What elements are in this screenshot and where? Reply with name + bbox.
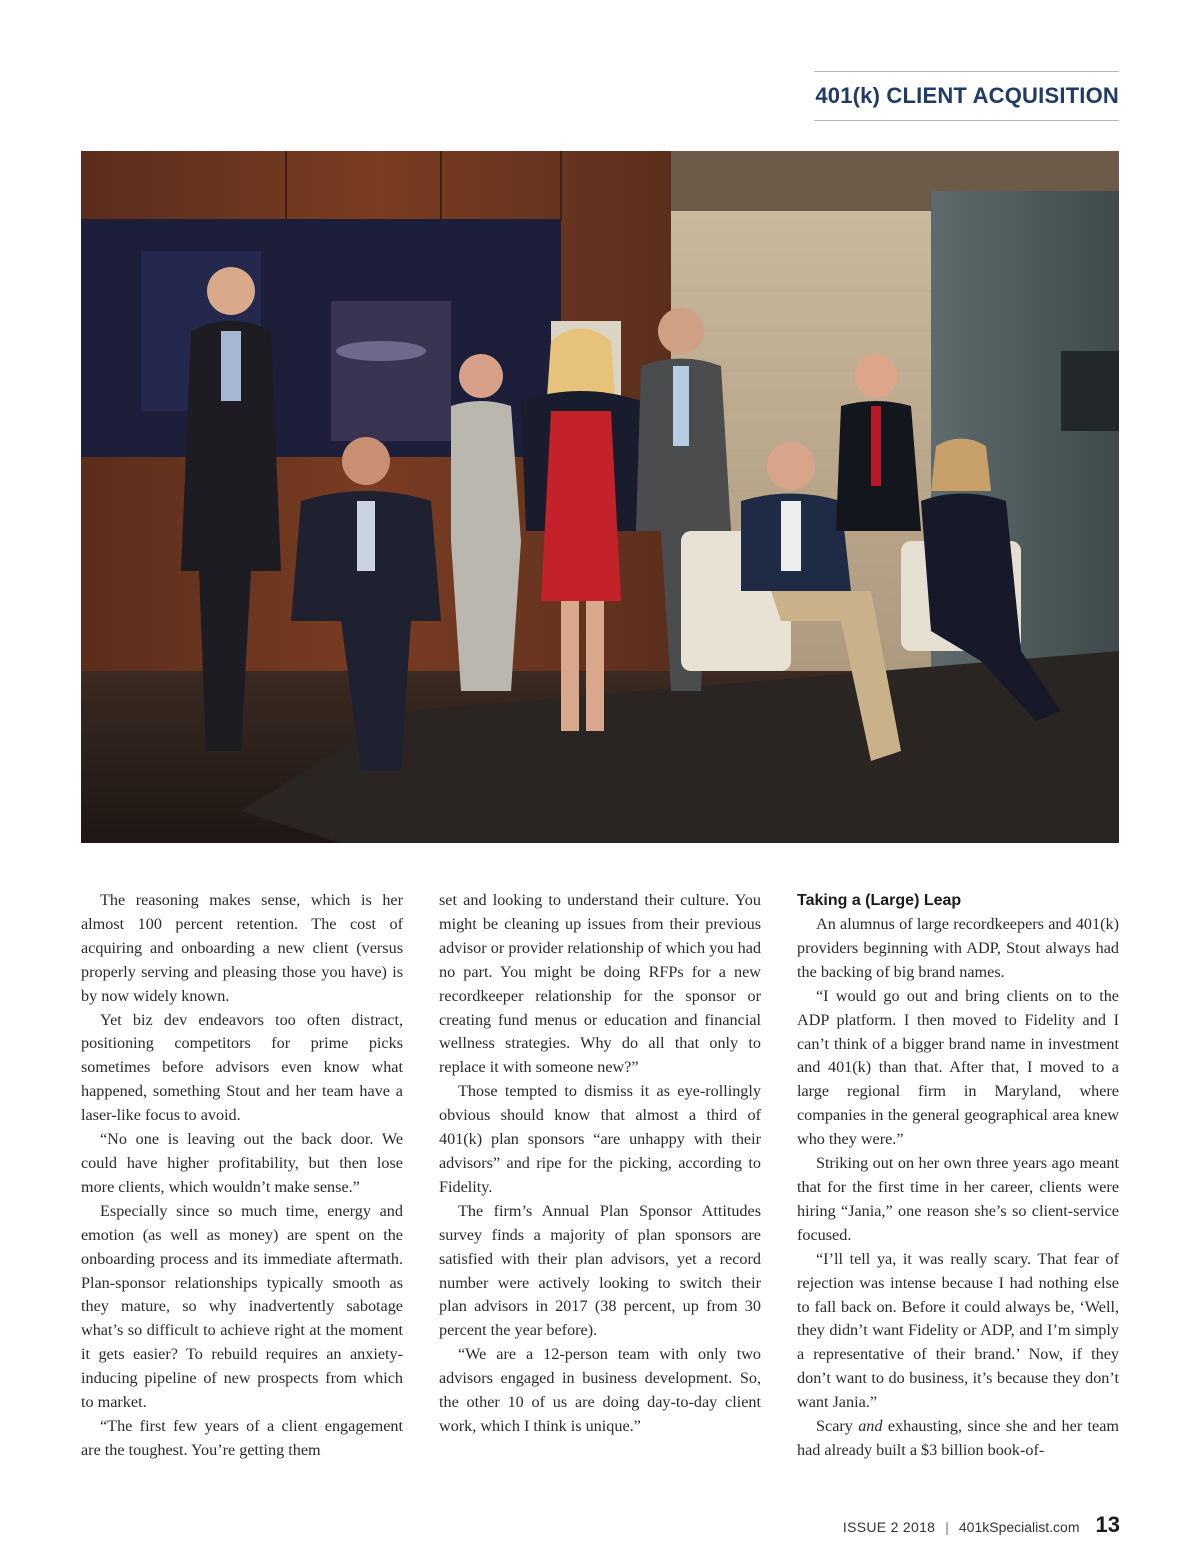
paragraph: Especially since so much time, energy and emotion (as well as money) are spent on the onboarding process and its immediate aftermath. Plan-sponsor relationships typically smooth as they mature, so why inadvertently sabotage what’s so difficult to achieve right at the moment it gets easier? To rebuild requires an anxiety-inducing pipeline of new prospects from which to market. [81, 1201, 403, 1412]
text-run: exhausting, since she and her team had already built a $3 billion book-of- [797, 1417, 1119, 1459]
paragraph: “I’ll tell ya, it was really scary. That fear of rejection was intense because I had nothing else to fall back on. Before it could always be, ‘Well, they didn’t want Fidelity or ADP, and I’m simply a representative of their brand.’ Now, if they don’t want to do business, it’s because they don’t want Jania.” [797, 1249, 1119, 1412]
issue-label: ISSUE 2 2018 [842, 1519, 936, 1535]
paragraph: “No one is leaving out the back door. We could have higher profitability, but then lose more clients, which wouldn’t make sense.” [81, 1130, 403, 1196]
text-column-3 [797, 889, 1119, 1463]
text-run: Scary [816, 1417, 859, 1436]
paragraph: Yet biz dev endeavors too often distract, positioning competitors for prime picks sometimes before advisors even know what happened, something Stout and her team have a laser-like focus to avoid. [81, 1010, 403, 1125]
separator: | [945, 1519, 949, 1535]
paragraph: Striking out on her own three years ago meant that for the first time in her career, clients were hiring “Jania,” one reason she’s so client-service focused. [797, 1154, 1119, 1244]
text-column-2 [439, 889, 761, 1439]
paragraph: Those tempted to dismiss it as eye-rollingly obvious should know that almost a third of 401(k) plan sponsors “are unhappy with their advisors” and ripe for the picking, according to Fidelity. [439, 1082, 761, 1196]
paragraph: “I would go out and bring clients on to the ADP platform. I then moved to Fidelity and I can’t think of a bigger brand name in investment and 401(k) than that. After that, I moved to a large regional firm in Maryland, where companies in the general geographical area knew who they were.” [797, 986, 1119, 1149]
photo-illustration [81, 151, 1119, 843]
paragraph: “The first few years of a client engagement are the toughest. You’re getting them [81, 1416, 403, 1459]
paragraph: An alumnus of large recordkeepers and 401(k) providers beginning with ADP, Stout always had the backing of big brand names. [797, 915, 1119, 981]
website-link[interactable]: 401kSpecialist.com [958, 1519, 1080, 1535]
paragraph: set and looking to understand their culture. You might be cleaning up issues from their previous advisor or provider relationship of which you had no part. You might be doing RFPs for a new recordkeeper relationship for the sponsor or creating fund menus or education and financial wellness strategies. Why do all that only to replace it with someone new?” [439, 891, 761, 1077]
emphasis: and [858, 1417, 883, 1436]
paragraph: The firm’s Annual Plan Sponsor Attitudes survey finds a majority of plan sponsors are satisfied with their plan advisors, yet a record number were actively looking to switch their plan advisors in 2017 (38 percent, up from 30 percent the year before). [439, 1201, 761, 1340]
section-header [814, 71, 1119, 121]
page-footer [843, 1512, 1120, 1538]
section-title: 401(k) CLIENT ACQUISITION [815, 83, 1119, 108]
subheading: Taking a (Large) Leap [797, 892, 962, 909]
paragraph: “We are a 12-person team with only two advisors engaged in business development. So, the other 10 of us are doing day-to-day client work, which I think is unique.” [439, 1345, 761, 1435]
text-column-1 [81, 889, 403, 1463]
paragraph-last [797, 1415, 1119, 1463]
paragraph: The reasoning makes sense, which is her almost 100 percent retention. The cost of acquiring and onboarding a new client (versus properly serving and pleasing those you have) is by now widely known. [81, 891, 403, 1005]
page-number: 13 [1095, 1512, 1120, 1537]
group-portrait-photo [81, 151, 1119, 843]
